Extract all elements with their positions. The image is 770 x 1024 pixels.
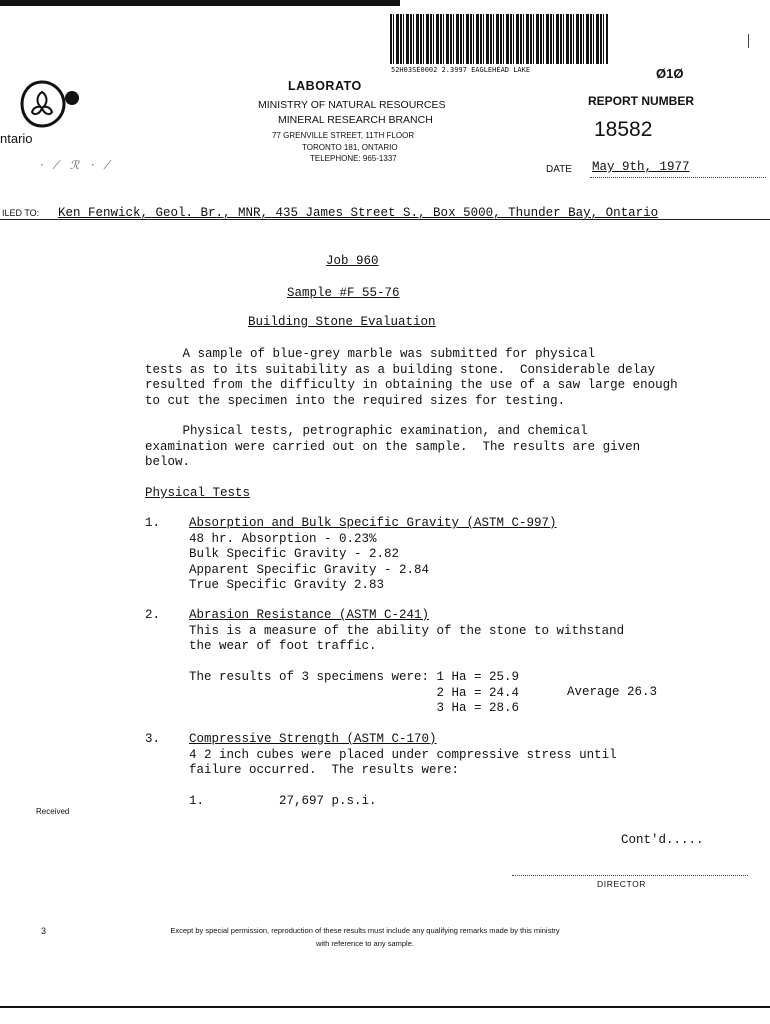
test-result-line: 3 Ha = 28.6 xyxy=(189,701,520,715)
test-number: 1. xyxy=(145,516,161,530)
ministry-name: MINISTRY OF NATURAL RESOURCES xyxy=(258,99,446,111)
barcode-text: 52H03SE0002 2.3997 EAGLEHEAD LAKE xyxy=(391,66,531,74)
test-number: 3. xyxy=(145,732,161,746)
test-absorption xyxy=(189,516,557,594)
lab-title: LABORATO xyxy=(288,79,362,93)
text-line: below. xyxy=(145,455,191,469)
street-address: 77 GRENVILLE STREET, 11TH FLOOR xyxy=(272,131,415,140)
test-result-line: Bulk Specific Gravity - 2.82 xyxy=(189,547,400,561)
methods-paragraph xyxy=(145,424,640,471)
continued-note: Cont'd..... xyxy=(621,833,704,847)
abrasion-results xyxy=(189,670,519,717)
abrasion-average: Average 26.3 xyxy=(567,685,658,699)
text-line: Physical tests, petrographic examination, and chemical xyxy=(145,424,588,438)
test-result-line: Apparent Specific Gravity - 2.84 xyxy=(189,562,430,577)
text-line: examination were carried out on the sample. The results are given xyxy=(145,439,641,454)
test-description-line: failure occurred. The results were: xyxy=(189,763,460,777)
header-divider xyxy=(0,219,770,220)
branch-name: MINERAL RESEARCH BRANCH xyxy=(278,114,433,126)
mailed-to-label: ILED TO: xyxy=(2,208,40,218)
handwritten-scribble: · ⁄ ℛ · ⁄ xyxy=(40,158,113,172)
ontario-wordmark: ntario xyxy=(0,131,33,146)
telephone: TELEPHONE: 965-1337 xyxy=(310,154,397,163)
test-abrasion xyxy=(189,608,624,655)
document-subject: Building Stone Evaluation xyxy=(248,315,436,329)
page-number: 3 xyxy=(41,926,47,936)
test-title: Abrasion Resistance (ASTM C-241) xyxy=(189,608,430,622)
test-result-line: 2 Ha = 24.4 xyxy=(189,685,520,700)
date-label: DATE xyxy=(546,164,572,175)
section-heading: Physical Tests xyxy=(145,486,251,500)
job-number: Job 960 xyxy=(326,254,379,268)
director-label: DIRECTOR xyxy=(597,879,647,889)
text-line: A sample of blue-grey marble was submitted for physical xyxy=(145,347,596,361)
city-address: TORONTO 181, ONTARIO xyxy=(302,143,398,152)
test-description-line: 4 2 inch cubes were placed under compressive stress until xyxy=(189,747,617,762)
date-underline xyxy=(590,177,766,178)
date-value: May 9th, 1977 xyxy=(592,160,690,174)
report-number: 18582 xyxy=(594,118,653,141)
compressive-result: 1. 27,697 p.s.i. xyxy=(189,794,377,808)
top-border xyxy=(0,0,400,6)
bottom-border xyxy=(0,1006,770,1008)
signature-line xyxy=(512,875,748,876)
test-compressive xyxy=(189,732,617,779)
text-line: to cut the specimen into the required sizes for testing. xyxy=(145,393,566,408)
test-result-line: The results of 3 specimens were: 1 Ha = 25.9 xyxy=(189,670,520,684)
test-number: 2. xyxy=(145,608,161,622)
barcode xyxy=(390,14,608,64)
text-line: tests as to its suitability as a building stone. Considerable delay xyxy=(145,362,656,377)
test-title: Absorption and Bulk Specific Gravity (ASTM C-997) xyxy=(189,516,557,530)
file-code: Ø1Ø xyxy=(656,66,684,81)
margin-mark xyxy=(748,34,749,48)
test-result-line: 48 hr. Absorption - 0.23% xyxy=(189,531,377,546)
test-title: Compressive Strength (ASTM C-170) xyxy=(189,732,437,746)
sample-number: Sample #F 55-76 xyxy=(287,286,400,300)
footer-disclaimer: Except by special permission, reproduction of these results must include any qualifying remarks made by this ministry with reference to any sample. xyxy=(170,926,560,948)
mailed-to-address: Ken Fenwick, Geol. Br., MNR, 435 James Street S., Box 5000, Thunder Bay, Ontario xyxy=(58,206,659,220)
test-description-line: This is a measure of the ability of the stone to withstand xyxy=(189,623,625,638)
received-stamp: Received xyxy=(36,807,70,816)
test-result-line: True Specific Gravity 2.83 xyxy=(189,578,385,592)
text-line: resulted from the difficulty in obtaining the use of a saw large enough xyxy=(145,378,678,392)
test-description-line: the wear of foot traffic. xyxy=(189,639,377,653)
report-number-label: REPORT NUMBER xyxy=(588,94,695,108)
intro-paragraph xyxy=(145,347,678,409)
trillium-logo-icon xyxy=(20,78,80,130)
